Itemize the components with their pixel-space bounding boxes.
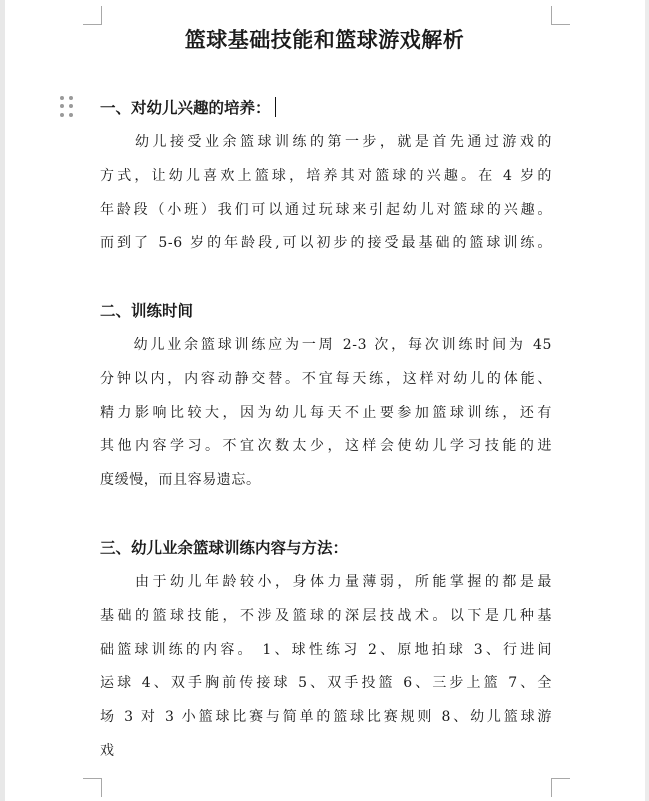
paragraph-line: 戏: [100, 742, 115, 759]
paragraph-line: 分钟以内，内容动静交替。不宜每天练，这样对幼儿的体能、: [100, 370, 552, 387]
paragraph-line: 场 3 对 3 小篮球比赛与简单的篮球比赛规则 8、幼儿篮球游: [100, 709, 552, 726]
drag-handle-icon[interactable]: [60, 96, 74, 118]
document-title: 篮球基础技能和篮球游戏解析: [184, 28, 465, 52]
crop-mark-top-left: [83, 6, 102, 25]
paragraph-line: 运球 4、双手胸前传接球 5、双手投篮 6、三步上篮 7、全: [100, 675, 552, 692]
paragraph-line: 由于幼儿年龄较小，身体力量薄弱，所能掌握的都是最: [100, 574, 552, 590]
paragraph-line: 幼儿业余篮球训练应为一周 2-3 次，每次训练时间为 45: [100, 337, 552, 353]
crop-mark-top-right: [551, 6, 570, 25]
paragraph-line: 精力影响比较大，因为幼儿每天不止要参加篮球训练，还有: [100, 404, 552, 421]
section-paragraph-3: [100, 566, 552, 769]
paragraph-line: 础篮球训练的内容。 1、球性练习 2、原地拍球 3、行进间: [100, 641, 552, 658]
crop-mark-bottom-left: [83, 778, 102, 797]
paragraph-line: 年龄段（小班）我们可以通过玩球来引起幼儿对篮球的兴趣。: [100, 201, 552, 218]
section-heading-1: 一、对幼儿兴趣的培养：: [100, 96, 276, 118]
paragraph-line: 其他内容学习。不宜次数太少，这样会使幼儿学习技能的进: [100, 438, 552, 455]
page-left-edge: [0, 0, 5, 801]
section-heading-3: 三、幼儿业余篮球训练内容与方法：: [100, 539, 349, 557]
paragraph-line: 方式，让幼儿喜欢上篮球，培养其对篮球的兴趣。在 4 岁的: [100, 167, 552, 184]
section-paragraph-2: [100, 329, 552, 498]
crop-mark-bottom-right: [551, 778, 570, 797]
paragraph-line: 幼儿接受业余篮球训练的第一步，就是首先通过游戏的: [100, 134, 552, 150]
paragraph-line: 基础的篮球技能，不涉及篮球的深层技战术。以下是几种基: [100, 607, 552, 624]
page-right-edge: [645, 0, 649, 801]
paragraph-line: 而到了 5-6 岁的年龄段,可以初步的接受最基础的篮球训练。: [100, 235, 552, 252]
text-cursor: [275, 97, 277, 117]
section-paragraph-1: [100, 126, 552, 261]
section-heading-2: 二、训练时间: [100, 302, 194, 320]
paragraph-line: 度缓慢，而且容易遗忘。: [100, 472, 261, 489]
